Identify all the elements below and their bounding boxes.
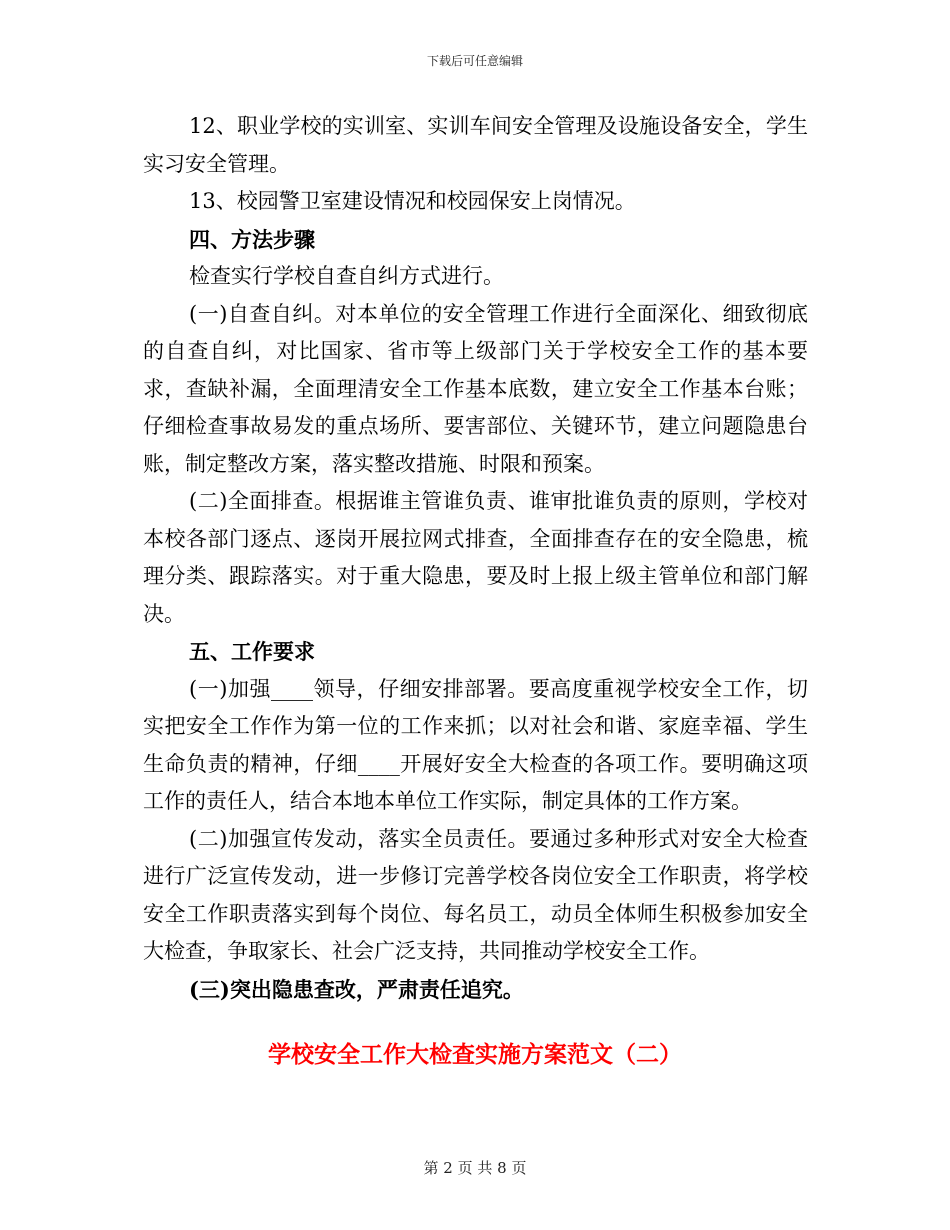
page-number: 第 2 页 共 8 页 bbox=[423, 1159, 527, 1177]
paragraph-check-method: 检查实行学校自查自纠方式进行。 bbox=[189, 264, 504, 288]
page-header-note: 下载后可任意编辑 bbox=[426, 54, 523, 68]
section-heading-methods: 四、方法步骤 bbox=[189, 226, 315, 252]
section-heading-requirements: 五、工作要求 bbox=[189, 639, 315, 664]
paragraph-item-12: 12、职业学校的实训室、实训车间安全管理及设施设备安全，学生实习安全管理。 bbox=[143, 114, 808, 176]
paragraph-full-inspection: (二)全面排查。根据谁主管谁负责、谁审批谁负责的原则，学校对本校各部门逐点、逐岗开展拉网式排查，全面排查存在的安全隐患，梳理分类、跟踪落实。对于重大隐患，要及时上报上级主管单位和部门解决。 bbox=[143, 489, 808, 626]
paragraph-item-13: 13、校园警卫室建设情况和校园保安上岗情况。 bbox=[189, 189, 636, 213]
paragraph-publicity: (二)加强宣传发动，落实全员责任。要通过多种形式对安全大检查进行广泛宣传发动，进一步修订完善学校各岗位安全工作职责，将学校安全工作职责落实到每个岗位、每名员工，动员全体师生积极参加安全大检查，争取家长、社会广泛支持，共同推动学校安全工作。 bbox=[143, 826, 808, 963]
section-title-red: 学校安全工作大检查实施方案范文（二） bbox=[268, 1041, 682, 1068]
paragraph-hazard-rectification: (三)突出隐患查改，严肃责任追究。 bbox=[189, 976, 524, 1002]
paragraph-leadership: (一)加强____领导，仔细安排部署。要高度重视学校安全工作，切实把安全工作作为第一位的工作来抓；以对社会和谐、家庭幸福、学生生命负责的精神，仔细____开展好安全大检查的各项工作。要明确这项工作的责任人，结合本地本单位工作实际，制定具体的工作方案。 bbox=[143, 676, 808, 813]
document-body bbox=[143, 108, 808, 1008]
paragraph-self-check: (一)自查自纠。对本单位的安全管理工作进行全面深化、细致彻底的自查自纠，对比国家、省市等上级部门关于学校安全工作的基本要求，查缺补漏，全面理清安全工作基本底数，建立安全工作基本台账；仔细检查事故易发的重点场所、要害部位、关键环节，建立问题隐患台账，制定整改方案，落实整改措施、时限和预案。 bbox=[143, 301, 808, 476]
